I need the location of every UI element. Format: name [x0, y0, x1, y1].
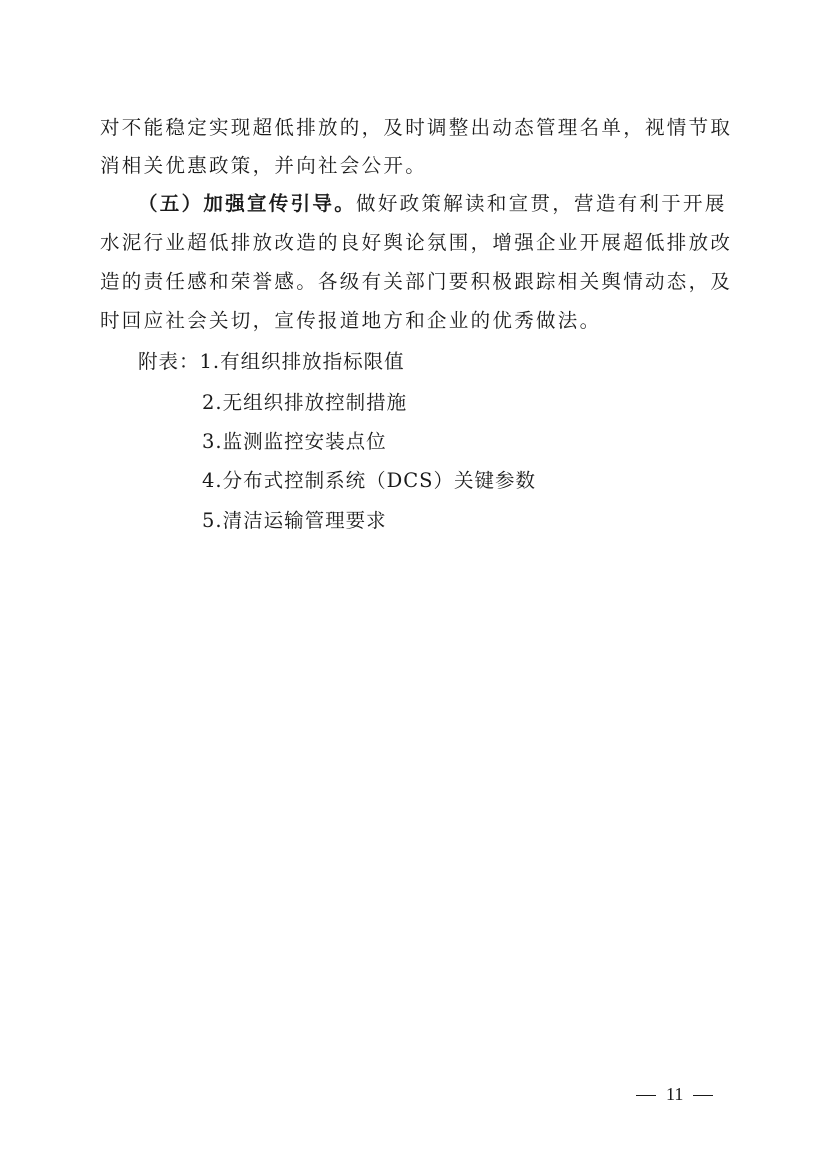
paragraph-line: 时回应社会关切，宣传报道地方和企业的优秀做法。: [100, 309, 602, 332]
annex-label: 附表：: [138, 350, 200, 373]
annex-item: 5.清洁运输管理要求: [202, 509, 387, 532]
annex-item: 3.监测监控安装点位: [202, 430, 387, 453]
footer-dash-left: [636, 1095, 656, 1096]
section-5-first-line: [138, 191, 727, 217]
paragraph-line: 造的责任感和荣誉感。各级有关部门要积极跟踪相关舆情动态，及: [100, 270, 733, 293]
paragraph-line: 对不能稳定实现超低排放的，及时调整出动态管理名单，视情节取: [100, 116, 733, 139]
section-5-text: 做好政策解读和宣贯，营造有利于开展: [356, 192, 727, 215]
paragraph-line: 水泥行业超低排放改造的良好舆论氛围，增强企业开展超低排放改: [100, 231, 733, 254]
annex-first-line: [138, 349, 405, 375]
annex-item: 1.有组织排放指标限值: [199, 350, 405, 373]
section-5-heading: （五）加强宣传引导。: [138, 192, 357, 215]
page-footer: [636, 1083, 713, 1105]
page-number: 11: [666, 1084, 684, 1104]
annex-item: 4.分布式控制系统（DCS）关键参数: [202, 469, 537, 492]
annex-item: 2.无组织排放控制措施: [202, 391, 408, 414]
footer-dash-right: [693, 1095, 713, 1096]
paragraph-line: 消相关优惠政策，并向社会公开。: [100, 154, 428, 177]
